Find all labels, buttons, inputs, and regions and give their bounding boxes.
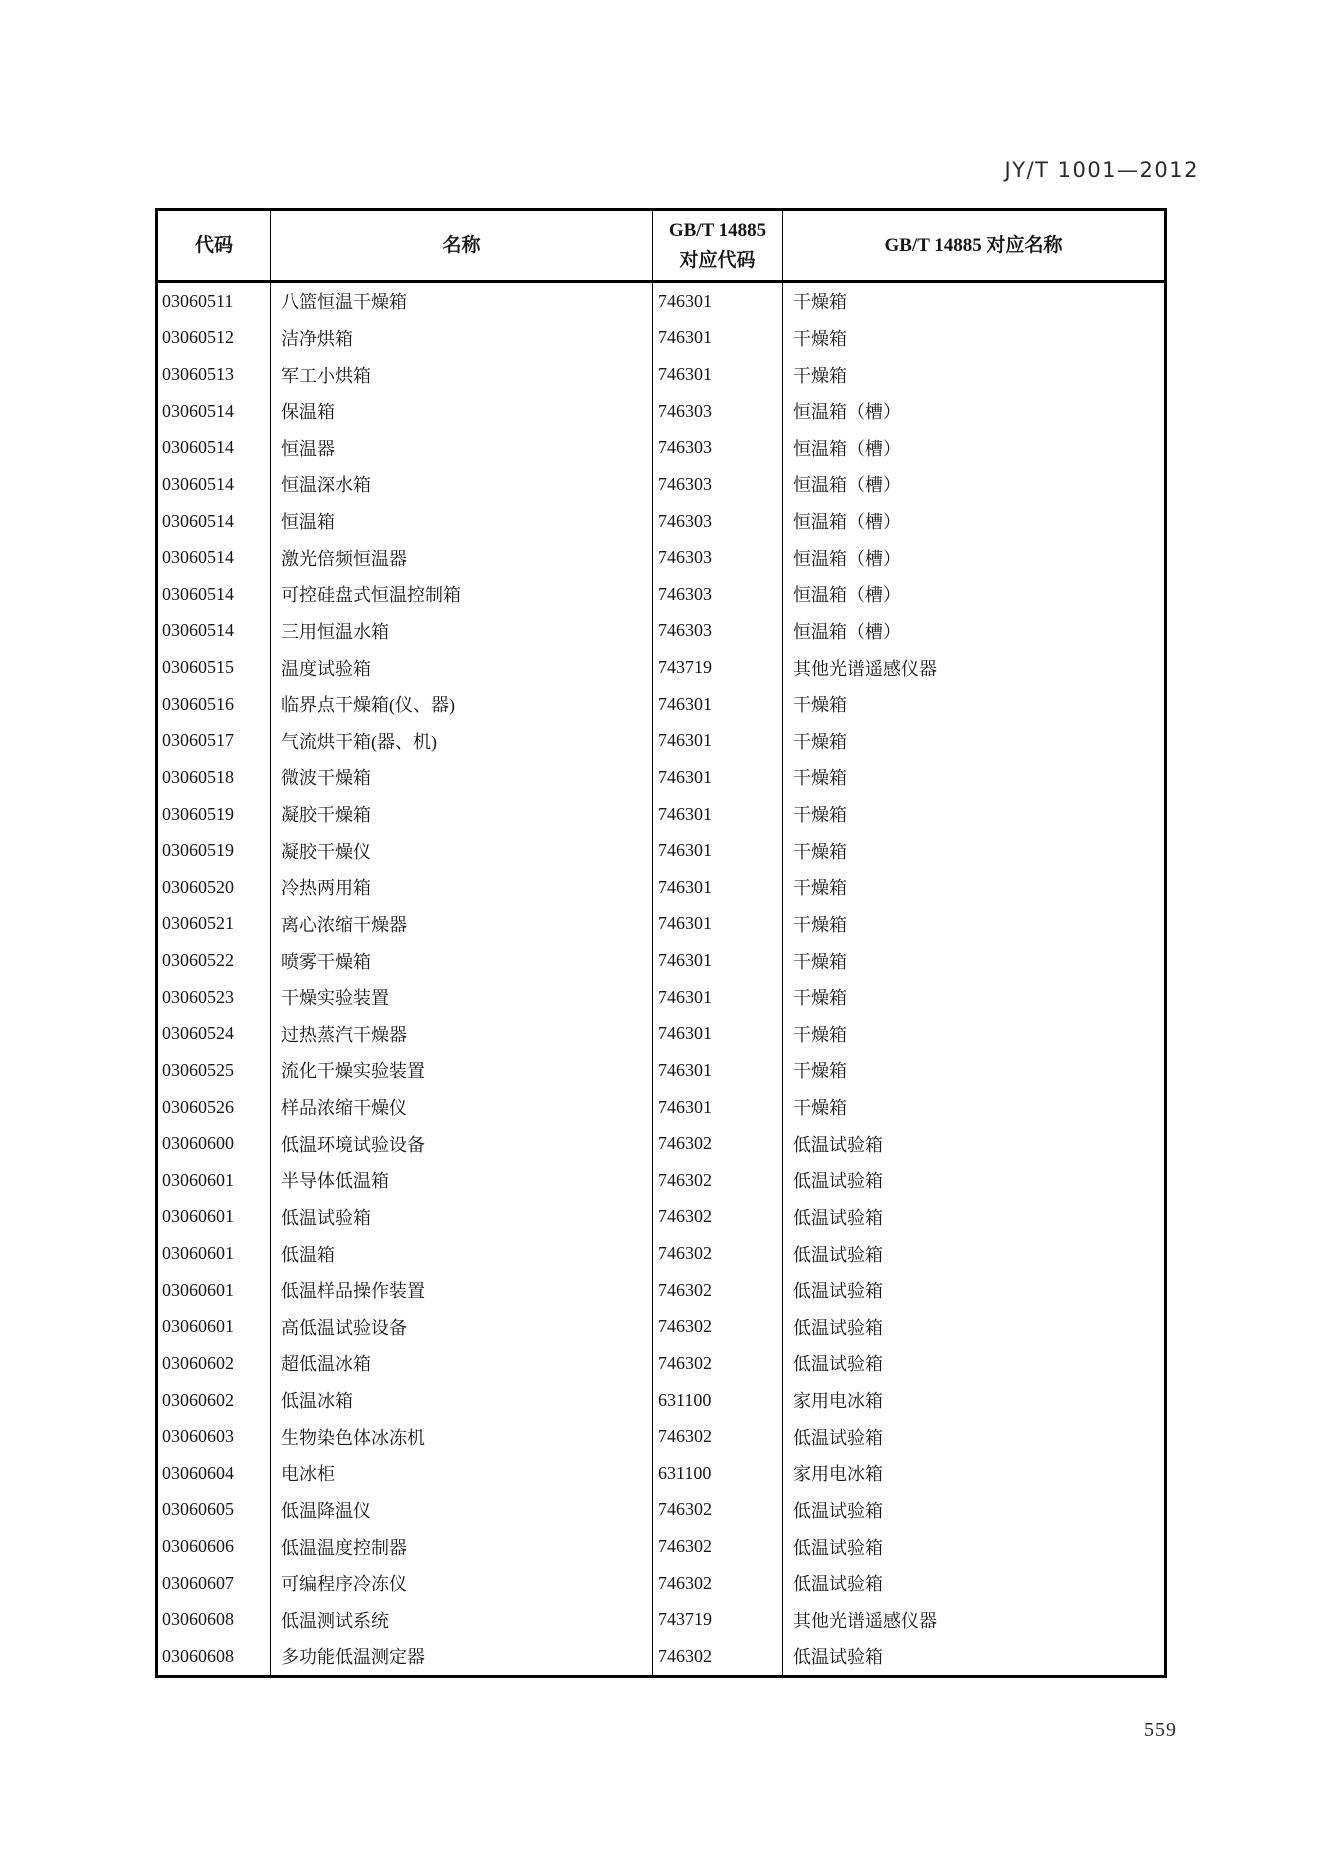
cell-code: 03060603 (158, 1418, 271, 1455)
header-gbt-name: GB/T 14885 对应名称 (884, 234, 1063, 256)
cell-name: 低温冰箱 (271, 1382, 653, 1419)
cell-gbt-code: 746301 (653, 1089, 783, 1126)
cell-gbt-code: 746302 (653, 1309, 783, 1346)
cell-gbt-name: 干燥箱 (793, 951, 847, 972)
cell-gbt-name: 干燥箱 (793, 292, 847, 313)
table-row (158, 906, 1164, 943)
cell-gbt-name: 低温试验箱 (793, 1134, 883, 1155)
table-row (158, 759, 1164, 796)
cell-gbt-name: 家用电冰箱 (793, 1391, 883, 1412)
cell-name: 流化干燥实验装置 (271, 1052, 653, 1089)
table-row (158, 320, 1164, 357)
cell-gbt-code: 746301 (653, 906, 783, 943)
cell-code: 03060511 (158, 283, 271, 320)
cell-name: 气流烘干箱(器、机) (271, 723, 653, 760)
cell-name: 多功能低温测定器 (271, 1638, 653, 1675)
cell-name: 超低温冰箱 (271, 1345, 653, 1382)
page-number: 559 (1144, 1719, 1177, 1741)
cell-gbt-name: 干燥箱 (793, 695, 847, 716)
cell-gbt-name: 低温试验箱 (793, 1171, 883, 1192)
cell-gbt-code: 746301 (653, 283, 783, 320)
cell-code: 03060515 (158, 649, 271, 686)
header-name: 名称 (271, 211, 653, 280)
cell-code: 03060523 (158, 979, 271, 1016)
cell-name: 低温试验箱 (271, 1199, 653, 1236)
cell-gbt-name: 干燥箱 (793, 768, 847, 789)
table-row (158, 1638, 1164, 1675)
cell-gbt-code: 746303 (653, 430, 783, 467)
table-row (158, 1162, 1164, 1199)
cell-gbt-code: 746301 (653, 979, 783, 1016)
cell-code: 03060514 (158, 613, 271, 650)
cell-gbt-code: 746301 (653, 320, 783, 357)
table-row (158, 832, 1164, 869)
cell-gbt-code: 746303 (653, 613, 783, 650)
cell-code: 03060514 (158, 393, 271, 430)
table-row (158, 1455, 1164, 1492)
table-row (158, 576, 1164, 613)
table-row (158, 796, 1164, 833)
cell-gbt-code: 746301 (653, 759, 783, 796)
cell-gbt-name: 低温试验箱 (793, 1354, 883, 1375)
cell-name: 冷热两用箱 (271, 869, 653, 906)
cell-gbt-name: 干燥箱 (793, 841, 847, 862)
code-mapping-table (155, 208, 1167, 1678)
cell-gbt-code: 746301 (653, 686, 783, 723)
cell-name: 可编程序冷冻仪 (271, 1565, 653, 1602)
cell-gbt-code: 746302 (653, 1565, 783, 1602)
table-row (158, 613, 1164, 650)
cell-gbt-code: 743719 (653, 649, 783, 686)
cell-code: 03060526 (158, 1089, 271, 1126)
cell-gbt-name: 低温试验箱 (793, 1500, 883, 1521)
table-header-row (158, 211, 1164, 283)
header-gbt-code-line1: GB/T 14885 (668, 220, 767, 242)
cell-gbt-code: 746302 (653, 1235, 783, 1272)
cell-code: 03060604 (158, 1455, 271, 1492)
table-row (158, 393, 1164, 430)
cell-gbt-name: 家用电冰箱 (793, 1464, 883, 1485)
cell-code: 03060514 (158, 576, 271, 613)
cell-gbt-name: 低温试验箱 (793, 1574, 883, 1595)
cell-code: 03060524 (158, 1016, 271, 1053)
cell-code: 03060602 (158, 1345, 271, 1382)
cell-gbt-name: 低温试验箱 (793, 1647, 883, 1668)
header-code: 代码 (158, 211, 271, 280)
cell-gbt-code: 746303 (653, 466, 783, 503)
table-row (158, 466, 1164, 503)
table-row (158, 1125, 1164, 1162)
cell-gbt-name: 干燥箱 (793, 988, 847, 1009)
cell-gbt-name: 低温试验箱 (793, 1317, 883, 1338)
cell-gbt-name: 干燥箱 (793, 1024, 847, 1045)
table-row (158, 1528, 1164, 1565)
cell-gbt-name: 恒温箱（槽） (793, 548, 901, 569)
cell-gbt-code: 746302 (653, 1638, 783, 1675)
cell-name: 三用恒温水箱 (271, 613, 653, 650)
cell-code: 03060518 (158, 759, 271, 796)
cell-code: 03060601 (158, 1272, 271, 1309)
cell-gbt-name: 干燥箱 (793, 914, 847, 935)
cell-code: 03060601 (158, 1309, 271, 1346)
table-row (158, 723, 1164, 760)
cell-gbt-code: 746301 (653, 356, 783, 393)
cell-gbt-name: 干燥箱 (793, 805, 847, 826)
cell-gbt-name: 干燥箱 (793, 328, 847, 349)
cell-gbt-name: 恒温箱（槽） (793, 621, 901, 642)
table-row (158, 979, 1164, 1016)
cell-gbt-code: 746302 (653, 1162, 783, 1199)
cell-name: 干燥实验装置 (271, 979, 653, 1016)
cell-code: 03060519 (158, 796, 271, 833)
table-row (158, 942, 1164, 979)
cell-code: 03060521 (158, 906, 271, 943)
cell-gbt-name: 干燥箱 (793, 365, 847, 386)
cell-name: 低温样品操作装置 (271, 1272, 653, 1309)
cell-code: 03060606 (158, 1528, 271, 1565)
cell-name: 八篮恒温干燥箱 (271, 283, 653, 320)
cell-gbt-code: 746301 (653, 942, 783, 979)
cell-code: 03060514 (158, 503, 271, 540)
cell-name: 恒温箱 (271, 503, 653, 540)
cell-name: 可控硅盘式恒温控制箱 (271, 576, 653, 613)
cell-code: 03060517 (158, 723, 271, 760)
cell-code: 03060605 (158, 1492, 271, 1529)
cell-gbt-name: 其他光谱遥感仪器 (793, 658, 937, 679)
cell-gbt-code: 746302 (653, 1272, 783, 1309)
cell-code: 03060601 (158, 1162, 271, 1199)
cell-gbt-name: 低温试验箱 (793, 1281, 883, 1302)
cell-code: 03060600 (158, 1125, 271, 1162)
table-body (158, 283, 1164, 1675)
cell-gbt-code: 746302 (653, 1528, 783, 1565)
cell-code: 03060522 (158, 942, 271, 979)
cell-name: 离心浓缩干燥器 (271, 906, 653, 943)
table-row (158, 539, 1164, 576)
cell-gbt-code: 746301 (653, 1052, 783, 1089)
standard-reference: JY/T 1001—2012 (1004, 158, 1199, 182)
cell-name: 凝胶干燥仪 (271, 832, 653, 869)
cell-gbt-name: 恒温箱（槽） (793, 585, 901, 606)
cell-gbt-code: 746301 (653, 1016, 783, 1053)
cell-gbt-code: 746302 (653, 1345, 783, 1382)
cell-gbt-code: 631100 (653, 1382, 783, 1419)
cell-name: 恒温深水箱 (271, 466, 653, 503)
cell-gbt-code: 746303 (653, 539, 783, 576)
table-row (158, 686, 1164, 723)
table-row (158, 430, 1164, 467)
table-row (158, 1089, 1164, 1126)
table-row (158, 649, 1164, 686)
table-row (158, 1052, 1164, 1089)
table-row (158, 1382, 1164, 1419)
cell-code: 03060607 (158, 1565, 271, 1602)
cell-gbt-name: 恒温箱（槽） (793, 512, 901, 533)
cell-gbt-name: 恒温箱（槽） (793, 402, 901, 423)
cell-code: 03060512 (158, 320, 271, 357)
cell-name: 半导体低温箱 (271, 1162, 653, 1199)
cell-name: 凝胶干燥箱 (271, 796, 653, 833)
cell-gbt-code: 743719 (653, 1602, 783, 1639)
cell-name: 电冰柜 (271, 1455, 653, 1492)
cell-name: 洁净烘箱 (271, 320, 653, 357)
cell-code: 03060514 (158, 539, 271, 576)
cell-code: 03060608 (158, 1638, 271, 1675)
table-row (158, 1602, 1164, 1639)
cell-code: 03060514 (158, 466, 271, 503)
table-row (158, 1235, 1164, 1272)
cell-gbt-code: 746301 (653, 723, 783, 760)
cell-gbt-code: 746303 (653, 393, 783, 430)
cell-gbt-code: 746301 (653, 796, 783, 833)
cell-name: 低温温度控制器 (271, 1528, 653, 1565)
header-gbt-code (653, 211, 783, 280)
table-row (158, 1309, 1164, 1346)
cell-code: 03060513 (158, 356, 271, 393)
cell-code: 03060514 (158, 430, 271, 467)
cell-name: 保温箱 (271, 393, 653, 430)
cell-gbt-code: 746302 (653, 1199, 783, 1236)
cell-code: 03060602 (158, 1382, 271, 1419)
cell-name: 生物染色体冰冻机 (271, 1418, 653, 1455)
cell-gbt-name: 恒温箱（槽） (793, 475, 901, 496)
cell-name: 激光倍频恒温器 (271, 539, 653, 576)
cell-code: 03060520 (158, 869, 271, 906)
cell-name: 临界点干燥箱(仪、器) (271, 686, 653, 723)
cell-gbt-name: 干燥箱 (793, 1098, 847, 1119)
cell-gbt-code: 746302 (653, 1418, 783, 1455)
table-row (158, 283, 1164, 320)
cell-gbt-code: 746302 (653, 1125, 783, 1162)
cell-code: 03060525 (158, 1052, 271, 1089)
cell-name: 低温降温仪 (271, 1492, 653, 1529)
cell-name: 恒温器 (271, 430, 653, 467)
cell-name: 低温箱 (271, 1235, 653, 1272)
cell-gbt-name: 干燥箱 (793, 731, 847, 752)
cell-code: 03060519 (158, 832, 271, 869)
cell-gbt-name: 恒温箱（槽） (793, 438, 901, 459)
cell-gbt-name: 低温试验箱 (793, 1207, 883, 1228)
cell-name: 温度试验箱 (271, 649, 653, 686)
table-row (158, 869, 1164, 906)
cell-name: 过热蒸汽干燥器 (271, 1016, 653, 1053)
table-row (158, 1345, 1164, 1382)
cell-gbt-name: 低温试验箱 (793, 1427, 883, 1448)
cell-code: 03060608 (158, 1602, 271, 1639)
table-row (158, 1199, 1164, 1236)
cell-gbt-name: 干燥箱 (793, 1061, 847, 1082)
cell-name: 微波干燥箱 (271, 759, 653, 796)
cell-gbt-code: 746302 (653, 1492, 783, 1529)
table-row (158, 1418, 1164, 1455)
cell-name: 高低温试验设备 (271, 1309, 653, 1346)
cell-gbt-name: 其他光谱遥感仪器 (793, 1610, 937, 1631)
table-row (158, 1492, 1164, 1529)
cell-name: 低温测试系统 (271, 1602, 653, 1639)
cell-name: 样品浓缩干燥仪 (271, 1089, 653, 1126)
cell-gbt-code: 631100 (653, 1455, 783, 1492)
cell-gbt-name: 干燥箱 (793, 878, 847, 899)
header-gbt-code-line2: 对应代码 (679, 249, 756, 271)
cell-name: 军工小烘箱 (271, 356, 653, 393)
table-row (158, 1565, 1164, 1602)
table-row (158, 356, 1164, 393)
cell-code: 03060601 (158, 1199, 271, 1236)
cell-gbt-name: 低温试验箱 (793, 1537, 883, 1558)
table-row (158, 503, 1164, 540)
cell-gbt-code: 746301 (653, 832, 783, 869)
cell-gbt-code: 746303 (653, 576, 783, 613)
table-row (158, 1272, 1164, 1309)
table-row (158, 1016, 1164, 1053)
cell-name: 低温环境试验设备 (271, 1125, 653, 1162)
cell-code: 03060601 (158, 1235, 271, 1272)
cell-gbt-name: 低温试验箱 (793, 1244, 883, 1265)
cell-code: 03060516 (158, 686, 271, 723)
cell-gbt-code: 746303 (653, 503, 783, 540)
cell-name: 喷雾干燥箱 (271, 942, 653, 979)
cell-gbt-code: 746301 (653, 869, 783, 906)
